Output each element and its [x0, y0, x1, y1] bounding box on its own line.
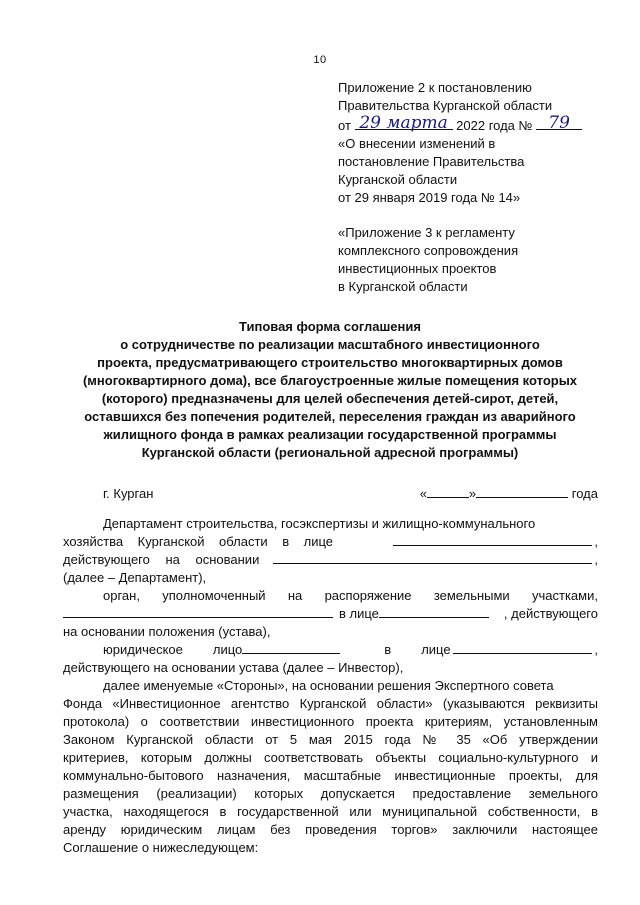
text: в лице: [339, 606, 379, 621]
appendix-line: в Курганской области: [338, 279, 468, 294]
appendix-line: «О внесении изменений в: [338, 136, 496, 151]
body-line: протокола) о соответствии инвестиционного проекта критериям, установленным: [63, 714, 598, 729]
year-text: 2022 года №: [456, 118, 533, 133]
appendix-line: постановление Правительства: [338, 154, 525, 169]
appendix-date-line: [338, 115, 608, 135]
word: в: [282, 534, 290, 549]
number-blank: [536, 113, 582, 133]
word: на: [287, 588, 303, 603]
title-line: оставшихся без попечения родителей, переселения граждан из аварийного: [84, 409, 576, 424]
representative-blank: [453, 641, 593, 654]
body-line: [63, 533, 598, 551]
body-line: Законом Курганской области от 5 мая 2015 года № 35 «Об утверждении: [63, 732, 598, 747]
representative-blank: [393, 533, 592, 546]
title-line: проекта, предусматривающего строительство многоквартирных домов: [97, 355, 563, 370]
word: юридическое: [103, 642, 183, 657]
authority-blank: [63, 605, 333, 618]
word: области: [219, 534, 268, 549]
punct: ,: [594, 552, 598, 567]
appendix-line: Курганской области: [338, 172, 458, 187]
body-line: далее именуемые «Стороны», на основании решения Экспертного совета: [103, 678, 554, 693]
body-line: Департамент строительства, госэкспертизы и жилищно-коммунального: [103, 516, 536, 531]
document-body: [63, 515, 598, 857]
body-line: Соглашение о нижеследующем:: [63, 840, 259, 855]
month-blank: [476, 485, 568, 498]
word: Курганской: [137, 534, 205, 549]
text: действующего на основании: [63, 552, 260, 567]
punct: ,: [594, 642, 598, 657]
title-line: (которого) предназначены для целей обеспечения детей-сирот, детей,: [101, 391, 559, 406]
body-line: критериев, которым должны соответствовать объекты социально-культурного и: [63, 750, 598, 765]
body-line: коммунально-бытового назначения, масштабные инвестиционные проекты, для: [63, 768, 598, 783]
text: , действующего: [503, 606, 598, 621]
basis-blank: [273, 551, 592, 564]
body-line: [63, 605, 598, 623]
body-line: участка, находящегося в государственной или муниципальной собственности, в: [63, 804, 598, 819]
year-word: года: [571, 486, 598, 501]
appendix-line: комплексного сопровождения: [338, 243, 519, 258]
word: хозяйства: [63, 534, 124, 549]
word: уполномоченный: [162, 588, 266, 603]
word: в: [384, 642, 392, 657]
city: г. Курган: [103, 486, 154, 501]
appendix-line: инвестиционных проектов: [338, 261, 497, 276]
appendix-line: «Приложение 3 к регламенту: [338, 225, 515, 240]
appendix-line: Правительства Курганской области: [338, 98, 553, 113]
appendix-line: от 29 января 2019 года № 14»: [338, 190, 521, 205]
word: лицо: [212, 642, 243, 657]
words: [63, 533, 333, 551]
handwritten-number: 79: [548, 113, 570, 133]
appendix-block: [338, 79, 608, 296]
body-line: (далее – Департамент),: [63, 570, 207, 585]
body-line: действующего на основании устава (далее – Инвестор),: [63, 660, 404, 675]
word: лице: [303, 534, 333, 549]
word: лице: [421, 642, 451, 657]
word: участками,: [532, 588, 598, 603]
body-line: на основании положения (устава),: [63, 624, 271, 639]
body-line: аренду юридическим лицам без проведения торгов» заключили настоящее: [63, 822, 598, 837]
title-line: (многоквартирного дома), все благоустроенные жилые помещения которых: [82, 373, 578, 388]
date-prefix: от: [338, 118, 351, 133]
quote-close: »: [468, 486, 477, 501]
date-blank: [355, 113, 453, 133]
body-line: [63, 551, 598, 569]
word: земельными: [433, 588, 510, 603]
body-line: Фонда «Инвестиционное агентство Курганской области» (указываются реквизиты: [63, 696, 598, 711]
word: распоряжение: [324, 588, 412, 603]
title-line: о сотрудничестве по реализации масштабного инвестиционного: [120, 337, 540, 352]
quote-open: «: [419, 486, 427, 501]
body-line: [63, 587, 598, 605]
appendix-line: Приложение 2 к постановлению: [338, 80, 532, 95]
document-title: [45, 318, 615, 462]
body-line: размещения (реализации) которых допускается предоставление земельного: [63, 786, 598, 801]
word: орган,: [103, 588, 140, 603]
title-line: жилищного фонда в рамках реализации государственной программы: [103, 427, 557, 442]
title-line: Курганской области (региональной адресной программы): [141, 445, 519, 460]
title-line: Типовая форма соглашения: [239, 319, 421, 334]
date-template: [420, 485, 598, 503]
day-blank: [427, 485, 469, 498]
page-number: 10: [313, 54, 327, 66]
handwritten-date: 29 марта: [359, 113, 448, 133]
body-line: [63, 641, 598, 659]
representative-blank: [379, 605, 489, 618]
legal-entity-blank: [242, 641, 340, 654]
punct: ,: [594, 534, 598, 549]
